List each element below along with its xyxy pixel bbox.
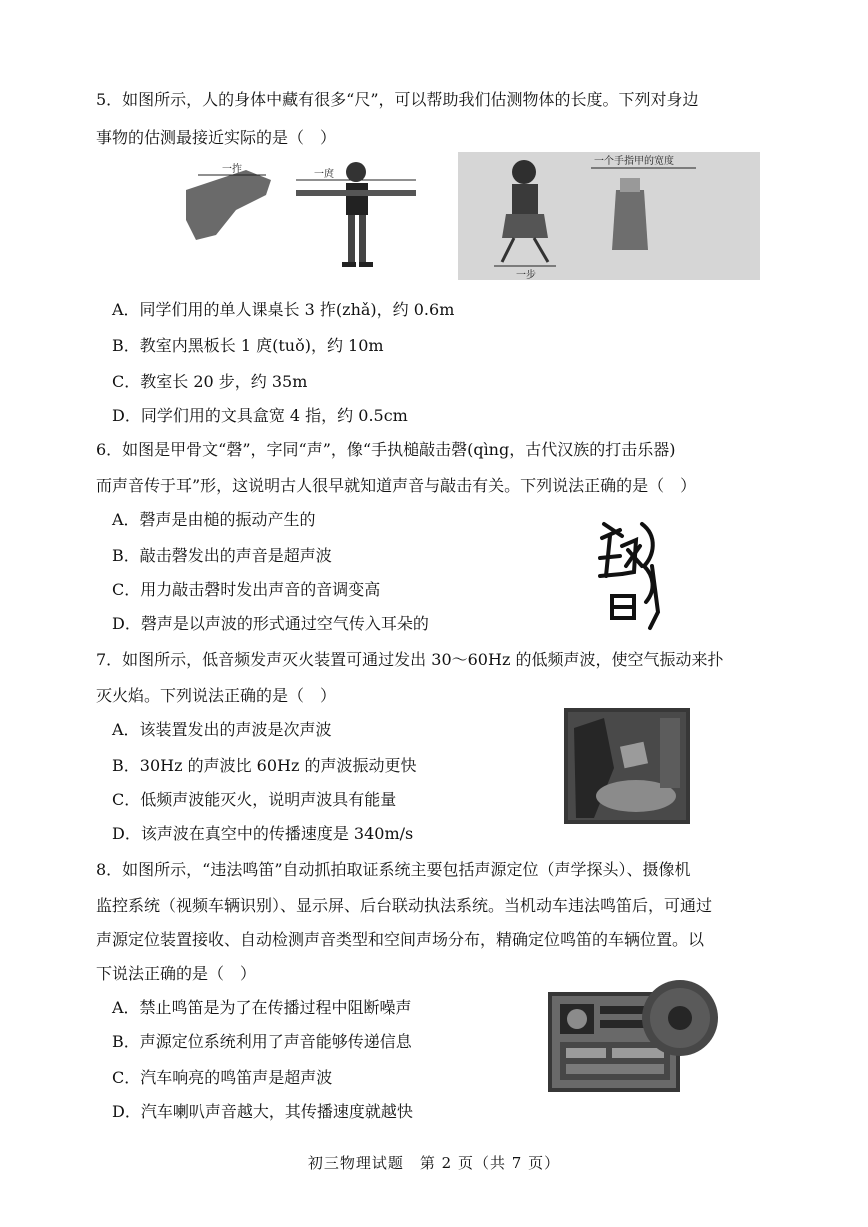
q6-option-a[interactable]: A．磬声是由槌的振动产生的 (112, 510, 316, 529)
honking-capture-system-photo (548, 978, 720, 1094)
q7-stem-line-2: 灭火焰。下列说法正确的是（ ） (96, 686, 337, 705)
q8-stem-line-3: 声源定位装置接收、自动检测声音类型和空间声场分布，精确定位鸣笛的车辆位置。以 (96, 930, 705, 949)
arm-span-person-image (296, 162, 416, 267)
q7-stem-line-1: 7．如图所示，低音频发声灭火装置可通过发出 30～60Hz 的低频声波，使空气振动来扑 (96, 650, 724, 669)
q5-stem-line-1: 5．如图所示，人的身体中藏有很多“尺”，可以帮助我们估测物体的长度。下列对身边 (96, 90, 699, 109)
q8-stem-line-1: 8．如图所示，“违法鸣笛”自动抓拍取证系统主要包括声源定位（声学探头）、摄像机 (96, 860, 691, 879)
q5-figure-body-rulers (176, 150, 776, 290)
q6-option-c[interactable]: C．用力敲击磬时发出声音的音调变高 (112, 580, 381, 599)
q6-stem-line-1: 6．如图是甲骨文“磬”，字同“声”，像“手执槌敲击磬(qìng，古代汉族的打击乐器) (96, 440, 676, 459)
sound-extinguisher-photo (564, 708, 690, 824)
q8-stem-line-2: 监控系统（视频车辆识别）、显示屏、后台联动执法系统。当机动车违法鸣笛后，可通过 (96, 896, 713, 915)
page-footer: 初三物理试题 第 2 页（共 7 页） (307, 1154, 561, 1172)
q6-option-d[interactable]: D．磬声是以声波的形式通过空气传入耳朵的 (112, 614, 429, 633)
oracle-bone-qing-character (592, 516, 664, 634)
q5-stem-line-2: 事物的估测最接近实际的是（ ） (96, 128, 337, 147)
q8-option-b[interactable]: B．声源定位系统利用了声音能够传递信息 (112, 1032, 412, 1051)
q7-option-a[interactable]: A．该装置发出的声波是次声波 (112, 720, 332, 739)
label-tuo: 一庹 (314, 169, 334, 180)
q7-option-b[interactable]: B．30Hz 的声波比 60Hz 的声波振动更快 (112, 756, 417, 775)
q6-option-b[interactable]: B．敲击磬发出的声音是超声波 (112, 546, 332, 565)
q6-stem-line-2: 而声音传于耳”形，这说明古人很早就知道声音与敲击有关。下列说法正确的是（ ） (96, 476, 697, 495)
q7-option-c[interactable]: C．低频声波能灭火，说明声波具有能量 (112, 790, 397, 809)
q5-option-c[interactable]: C．教室长 20 步，约 35m (112, 372, 308, 391)
label-bu: 一步 (516, 270, 536, 281)
q8-option-d[interactable]: D．汽车喇叭声音越大，其传播速度就越快 (112, 1102, 413, 1121)
label-nail-width: 一个手指甲的宽度 (594, 156, 674, 167)
q8-stem-line-4: 下说法正确的是（ ） (96, 964, 257, 983)
hand-span-image (186, 162, 271, 240)
q5-option-a[interactable]: A．同学们用的单人课桌长 3 拃(zhǎ)，约 0.6m (112, 300, 455, 319)
q8-option-c[interactable]: C．汽车响亮的鸣笛声是超声波 (112, 1068, 333, 1087)
q5-option-b[interactable]: B．教室内黑板长 1 庹(tuǒ)，约 10m (112, 336, 384, 355)
q7-option-d[interactable]: D．该声波在真空中的传播速度是 340m/s (112, 824, 414, 843)
q8-option-a[interactable]: A．禁止鸣笛是为了在传播过程中阻断噪声 (112, 998, 412, 1017)
q5-option-d[interactable]: D．同学们用的文具盒宽 4 指，约 0.5cm (112, 406, 408, 425)
step-and-fingernail-photo (458, 152, 760, 281)
label-zha: 一拃 (222, 164, 242, 175)
